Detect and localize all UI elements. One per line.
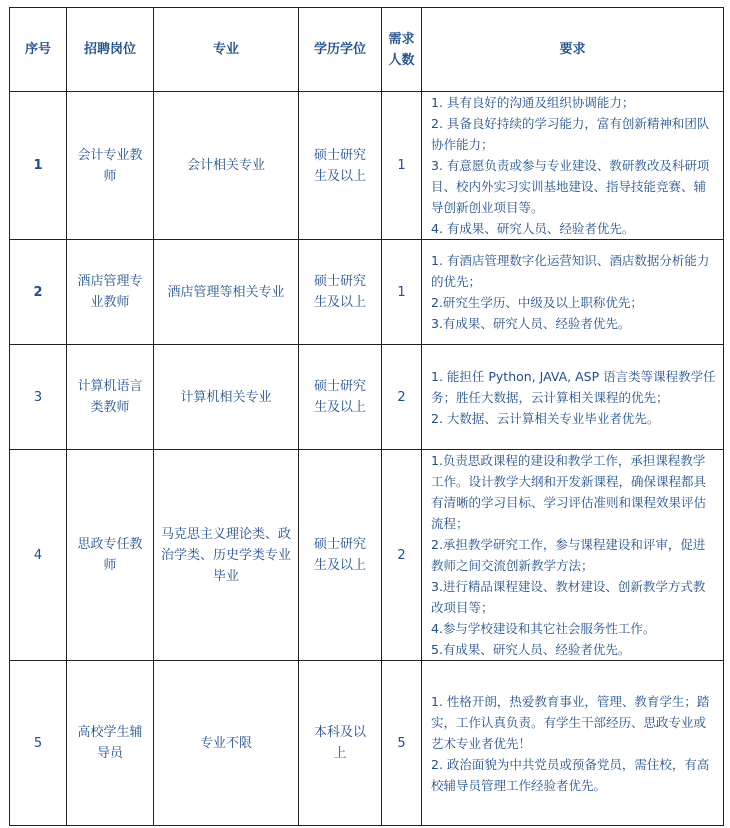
recruitment-table-container	[9, 7, 724, 826]
header-degree: 学历学位	[299, 8, 382, 92]
requirement-item: 2.承担教学研究工作，参与课程建设和评审，促进教师之间交流创新教学方法；	[431, 537, 706, 573]
requirement-item: 1. 能担任 Python, JAVA, ASP 语言类等课程教学任务；胜任大数据，云计算相关课程的优先；	[431, 368, 716, 405]
row-position: 会计专业教师	[67, 92, 154, 240]
row-position: 高校学生辅导员	[67, 661, 154, 826]
requirement-item: 1. 性格开朗，热爱教育事业，管理、教育学生；踏实，工作认真负责。有学生干部经历、思政专业或艺术专业者优先！	[431, 693, 710, 751]
row-count: 1	[382, 240, 422, 345]
row-degree: 硕士研究生及以上	[299, 240, 382, 345]
row-requirements	[422, 240, 724, 345]
row-position: 思政专任教师	[67, 450, 154, 661]
row-major: 计算机相关专业	[154, 345, 299, 450]
row-degree: 硕士研究生及以上	[299, 345, 382, 450]
row-count: 2	[382, 345, 422, 450]
row-major: 马克思主义理论类、政治学类、历史学类专业毕业	[154, 450, 299, 661]
row-degree: 本科及以上	[299, 661, 382, 826]
row-requirements	[422, 345, 724, 450]
requirement-item: 3.有成果、研究人员、经验者优先。	[431, 316, 631, 331]
row-seq: 2	[10, 240, 67, 345]
row-requirements	[422, 661, 724, 826]
requirement-item: 2.研究生学历、中级及以上职称优先；	[431, 295, 643, 310]
requirement-item: 2. 大数据、云计算相关专业毕业者优先。	[431, 410, 660, 426]
table-row	[10, 345, 724, 450]
requirement-item: 1.负责思政课程的建设和教学工作，承担课程教学工作。设计教学大纲和开发新课程，确保课程都具有清晰的学习目标、学习评估准则和课程效果评估流程；	[431, 453, 707, 531]
table-row	[10, 661, 724, 826]
row-requirements	[422, 450, 724, 661]
row-seq: 5	[10, 661, 67, 826]
row-major: 酒店管理等相关专业	[154, 240, 299, 345]
row-seq: 1	[10, 92, 67, 240]
row-count: 2	[382, 450, 422, 661]
header-count: 需求人数	[382, 8, 422, 92]
requirement-item: 2. 具备良好持续的学习能力，富有创新精神和团队协作能力；	[431, 116, 710, 152]
header-requirements: 要求	[422, 8, 724, 92]
row-seq: 3	[10, 345, 67, 450]
requirement-item: 4. 有成果、研究人员、经验者优先。	[431, 221, 635, 236]
table-row	[10, 240, 724, 345]
requirement-item: 3. 有意愿负责或参与专业建设、教研教改及科研项目、校内外实习实训基地建设、指导技能竞赛、辅导创新创业项目等。	[431, 158, 710, 215]
requirement-item: 1. 具有良好的沟通及组织协调能力；	[431, 95, 635, 110]
requirement-item: 3.进行精品课程建设、教材建设、创新教学方式教改项目等；	[431, 579, 706, 615]
header-position: 招聘岗位	[67, 8, 154, 92]
recruitment-table	[9, 7, 724, 826]
header-seq: 序号	[10, 8, 67, 92]
row-count: 5	[382, 661, 422, 826]
requirement-item: 4.参与学校建设和其它社会服务性工作。	[431, 621, 656, 636]
requirement-item: 2. 政治面貌为中共党员或预备党员，需住校，有高校辅导员管理工作经验者优先。	[431, 756, 710, 793]
row-degree: 硕士研究生及以上	[299, 450, 382, 661]
row-major: 专业不限	[154, 661, 299, 826]
row-count: 1	[382, 92, 422, 240]
row-requirements	[422, 92, 724, 240]
header-row	[10, 8, 724, 92]
row-major: 会计相关专业	[154, 92, 299, 240]
table-row	[10, 92, 724, 240]
requirement-item: 1. 有酒店管理数字化运营知识、酒店数据分析能力的优先；	[431, 253, 710, 289]
row-position: 酒店管理专业教师	[67, 240, 154, 345]
requirement-item: 5.有成果、研究人员、经验者优先。	[431, 642, 631, 657]
row-seq: 4	[10, 450, 67, 661]
row-position: 计算机语言类教师	[67, 345, 154, 450]
row-degree: 硕士研究生及以上	[299, 92, 382, 240]
table-row	[10, 450, 724, 661]
header-major: 专业	[154, 8, 299, 92]
